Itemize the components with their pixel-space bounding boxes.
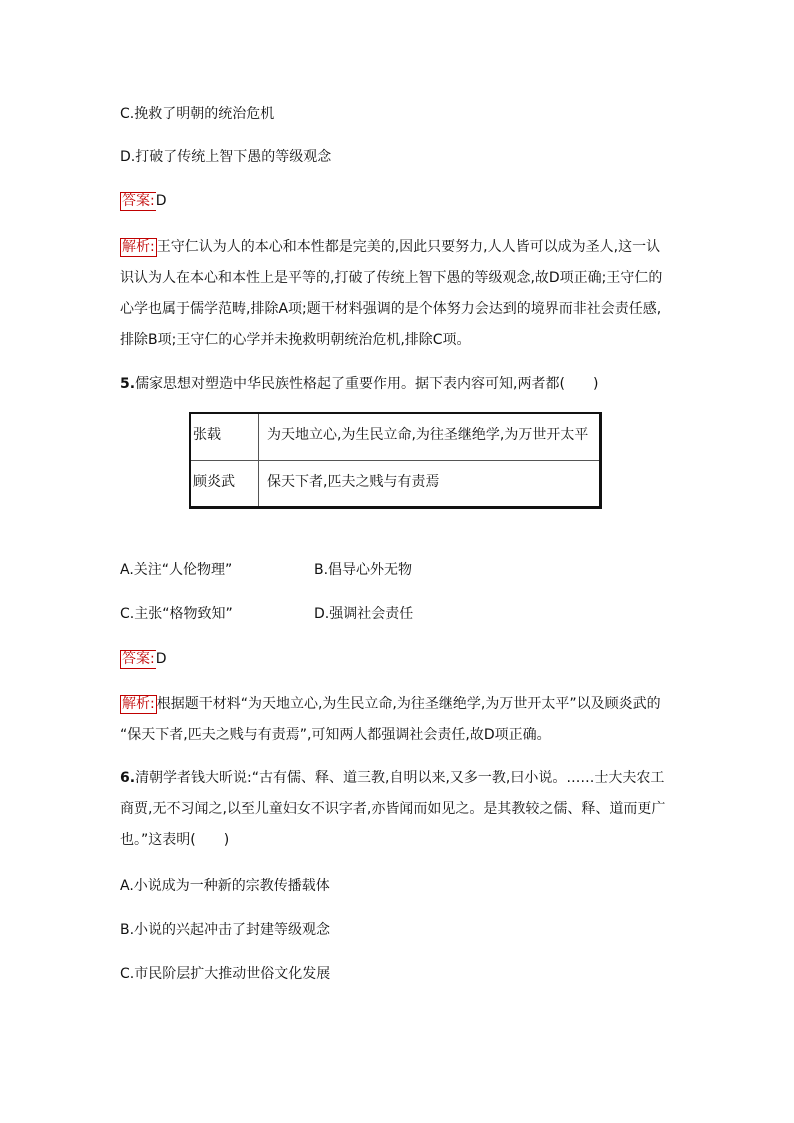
- question-stem: 清朝学者钱大昕说:“古有儒、释、道三教,自明以来,又多一教,曰小说。……士大夫农工: [135, 770, 665, 786]
- question-number: 6.: [120, 770, 136, 786]
- answer-tag: 答案:: [122, 651, 155, 667]
- q6-option-c: C.市民阶层扩大推动世俗文化发展: [120, 966, 331, 982]
- q4-option-c: C.挽救了明朝的统治危机: [120, 106, 275, 122]
- table-cell-name: 顾炎武: [191, 461, 259, 506]
- answer-value: D: [155, 193, 167, 209]
- analysis-tag: 解析:: [122, 696, 155, 712]
- q4-option-d: D.打破了传统上智下愚的等级观念: [120, 149, 332, 165]
- q5-analysis-line-1: [120, 694, 661, 714]
- q5-option-d: D.强调社会责任: [314, 606, 414, 622]
- answer-value: D: [155, 651, 167, 667]
- q5-option-c: C.主张“格物致知”: [120, 606, 233, 622]
- q4-analysis-line-2: 识认为人在本心和本性上是平等的,打破了传统上智下愚的等级观念,故D项正确;王守仁的: [120, 270, 663, 286]
- q4-analysis-line-4: 排除B项;王守仁的心学并未挽救明朝统治危机,排除C项。: [120, 332, 471, 348]
- table-cell-text: 为天地立心,为生民立命,为往圣继绝学,为万世开太平: [267, 427, 589, 443]
- q4-analysis-line-1: [120, 237, 660, 257]
- table-cell-text: 保天下者,匹夫之贱与有责焉: [267, 474, 440, 490]
- q5-answer: [120, 649, 167, 669]
- q6-stem-line-2: 商贾,无不习闻之,以至儿童妇女不识字者,亦皆闻而如见之。是其教较之儒、释、道而更广: [120, 801, 666, 817]
- table-row: [191, 414, 599, 460]
- question-number: 5.: [120, 376, 136, 392]
- table-cell-name: 张载: [191, 414, 259, 460]
- q4-analysis-line-3: 心学也属于儒学范畴,排除A项;题干材料强调的是个体努力会达到的境界而非社会责任感,: [120, 301, 662, 317]
- q6-option-a: A.小说成为一种新的宗教传播载体: [120, 878, 330, 894]
- q5-option-b: B.倡导心外无物: [314, 562, 413, 578]
- analysis-text: 根据题干材料“为天地立心,为生民立命,为往圣继绝学,为万世开太平”以及顾炎武的: [156, 696, 661, 712]
- analysis-text: 王守仁认为人的本心和本性都是完美的,因此只要努力,人人皆可以成为圣人,这一认: [156, 239, 661, 255]
- q6-stem-line-1: [120, 768, 664, 788]
- answer-tag: 答案:: [122, 193, 155, 209]
- q5-stem: [120, 374, 598, 394]
- analysis-tag: 解析:: [122, 239, 155, 255]
- q5-option-a: A.关注“人伦物理”: [120, 562, 233, 578]
- q6-stem-line-3: 也。”这表明( ): [120, 832, 230, 848]
- q5-table: [189, 412, 602, 509]
- q5-analysis-line-2: “保天下者,匹夫之贱与有责焉”,可知两人都强调社会责任,故D项正确。: [120, 727, 551, 743]
- q4-answer: [120, 191, 167, 211]
- table-row: [191, 460, 599, 506]
- q6-option-b: B.小说的兴起冲击了封建等级观念: [120, 922, 331, 938]
- question-stem: 儒家思想对塑造中华民族性格起了重要作用。据下表内容可知,两者都( ): [135, 376, 599, 392]
